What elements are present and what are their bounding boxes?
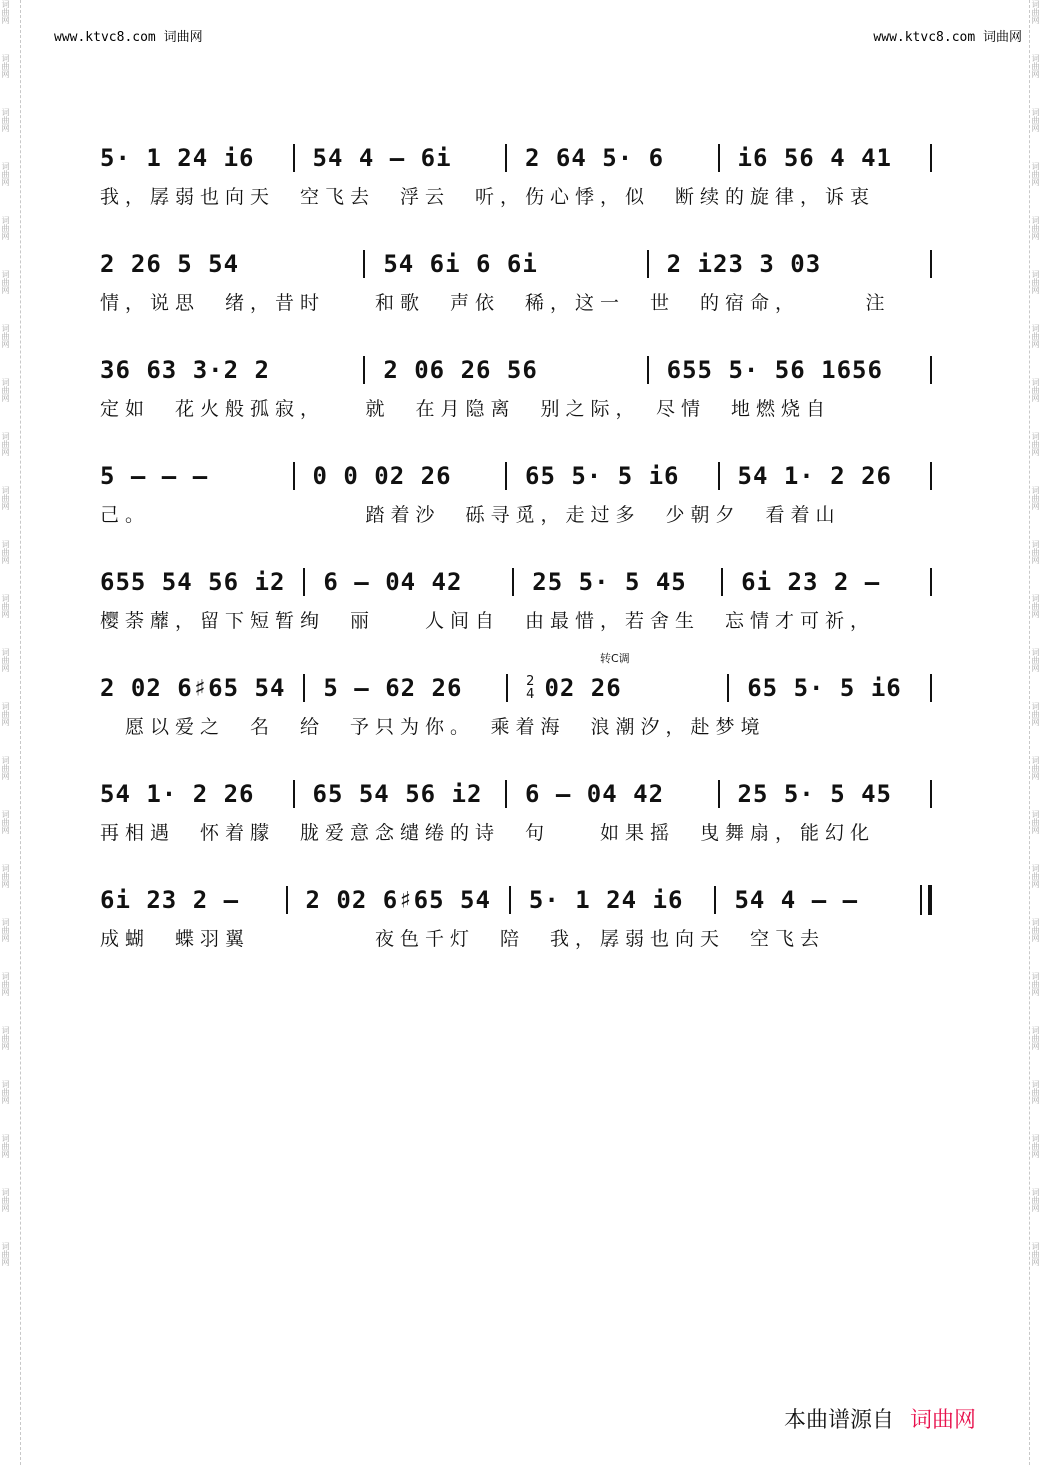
lyrics-row: 成蝴 蝶羽翼 夜色千灯 陪 我，孱弱也向天 空飞去: [100, 928, 826, 950]
margin-watermark-text: 词曲网: [1031, 216, 1040, 240]
margin-watermark-text: 词曲网: [1031, 756, 1040, 780]
notes-row: [100, 138, 950, 178]
measure: 0 0 02 26: [312, 462, 452, 490]
measure: 5· 1 24 i6: [100, 144, 255, 172]
lyrics-row: 我，孱弱也向天 空飞去 浮云 听，伤心悸，似 断续的旋律，诉衷: [100, 186, 876, 208]
margin-watermark-text: 词曲网: [1, 162, 10, 186]
margin-watermark-text: 词曲网: [1, 324, 10, 348]
measure: 5 – – –: [100, 462, 209, 490]
measure: 54 1· 2 26: [737, 462, 892, 490]
barline: [303, 674, 305, 702]
score-line: [100, 764, 950, 870]
score-line: [100, 870, 950, 976]
barline: [930, 356, 932, 384]
margin-watermark-text: 词曲网: [1031, 918, 1040, 942]
score-line: [100, 128, 950, 234]
margin-watermark-text: 词曲网: [1, 0, 10, 24]
key-change-label: 转C调: [600, 652, 630, 665]
margin-watermark-text: 词曲网: [1031, 0, 1040, 24]
margin-watermark-text: 词曲网: [1, 864, 10, 888]
lyrics-row: 己。 踏着沙 砾寻觅，走过多 少朝夕 看着山: [100, 504, 841, 526]
barline: [505, 462, 507, 490]
music-score: [100, 128, 950, 976]
barline: [930, 462, 932, 490]
measure: 65 5· 5 i6: [525, 462, 680, 490]
barline: [930, 568, 932, 596]
measure: 36 63 3·2 2: [100, 356, 270, 384]
final-barline: [920, 885, 932, 915]
notes-row: [100, 668, 950, 708]
margin-watermark-text: 词曲网: [1, 972, 10, 996]
measure: 6i 23 2 –: [100, 886, 240, 914]
barline: [363, 250, 365, 278]
measure: 6 – 04 42: [525, 780, 665, 808]
measure: 2 02 6♯65 54: [305, 886, 491, 914]
barline: [721, 568, 723, 596]
margin-watermark-text: 词曲网: [1, 378, 10, 402]
measure: 6i 23 2 –: [741, 568, 881, 596]
measure: 6 – 04 42: [323, 568, 463, 596]
score-line: [100, 446, 950, 552]
barline: [506, 674, 508, 702]
margin-watermark-text: 词曲网: [1, 1242, 10, 1266]
margin-watermark-text: 词曲网: [1, 270, 10, 294]
margin-watermark-text: 词曲网: [1, 540, 10, 564]
source-label: 本曲谱源自: [784, 1408, 895, 1433]
footer-brand-link[interactable]: 词曲网: [910, 1408, 977, 1433]
measure: 54 4 – 6i: [312, 144, 452, 172]
measure: 2 i23 3 03: [666, 250, 822, 278]
barline: [647, 250, 649, 278]
margin-watermark-text: 词曲网: [1, 810, 10, 834]
measure: 25 5· 5 45: [737, 780, 892, 808]
barline: [930, 674, 932, 702]
notes-row: [100, 880, 950, 920]
margin-watermark-text: 词曲网: [1, 1134, 10, 1158]
margin-watermark-text: 词曲网: [1, 648, 10, 672]
margin-watermark-text: 词曲网: [1031, 270, 1040, 294]
barline: [930, 144, 932, 172]
margin-watermark-text: 词曲网: [1, 756, 10, 780]
margin-watermark-text: 词曲网: [1031, 1242, 1040, 1266]
margin-watermark-text: 词曲网: [1031, 54, 1040, 78]
margin-watermark-text: 词曲网: [1031, 108, 1040, 132]
barline: [714, 886, 716, 914]
barline: [293, 462, 295, 490]
barline: [930, 780, 932, 808]
measure: 54 4 – –: [734, 886, 859, 914]
margin-watermark-text: 词曲网: [1, 918, 10, 942]
margin-watermark-text: 词曲网: [1, 54, 10, 78]
margin-watermark-text: 词曲网: [1031, 702, 1040, 726]
lyrics-row: 再相遇 怀着朦 胧爱意念缱绻的诗 句 如果摇 曳舞扇，能幻化: [100, 822, 876, 844]
margin-watermark-text: 词曲网: [1, 1026, 10, 1050]
barline: [303, 568, 305, 596]
margin-watermark-text: 词曲网: [1031, 1080, 1040, 1104]
margin-watermark-text: 词曲网: [1031, 378, 1040, 402]
margin-watermark-text: 词曲网: [1031, 486, 1040, 510]
margin-watermark-text: 词曲网: [1031, 1026, 1040, 1050]
barline: [505, 780, 507, 808]
notes-row: [100, 244, 950, 284]
time-signature-top: 2: [526, 674, 535, 689]
score-line: [100, 652, 950, 764]
measure: 25 5· 5 45: [532, 568, 687, 596]
measure: 54 1· 2 26: [100, 780, 255, 808]
measure: 2 02 6♯65 54: [100, 674, 286, 702]
measure: 655 54 56 i2: [100, 568, 286, 596]
score-line: [100, 340, 950, 446]
margin-watermark-text: 词曲网: [1031, 1188, 1040, 1212]
margin-watermark-text: 词曲网: [1, 594, 10, 618]
margin-watermark-text: 词曲网: [1, 216, 10, 240]
margin-watermark-text: 词曲网: [1, 1188, 10, 1212]
left-margin-watermark: [0, 0, 21, 1465]
measure: 2 64 5· 6: [525, 144, 665, 172]
barline: [647, 356, 649, 384]
barline: [512, 568, 514, 596]
site-url-right[interactable]: www.ktvc8.com 词曲网: [873, 30, 1022, 45]
margin-watermark-text: 词曲网: [1, 486, 10, 510]
notes-row: [100, 350, 950, 390]
lyrics-row: 樱荼蘼，留下短暂绚 丽 人间自 由最惜，若舍生 忘情才可祈，: [100, 610, 876, 632]
right-margin-watermark: [1029, 0, 1050, 1465]
margin-watermark-text: 词曲网: [1031, 162, 1040, 186]
margin-watermark-text: 词曲网: [1, 1080, 10, 1104]
measure: 5· 1 24 i6: [528, 886, 684, 914]
score-line: [100, 552, 950, 658]
measure: 65 54 56 i2: [312, 780, 483, 808]
notes-row: [100, 456, 950, 496]
measure: 655 5· 56 1656: [666, 356, 883, 384]
barline: [509, 886, 511, 914]
site-url-left[interactable]: www.ktvc8.com 词曲网: [54, 30, 203, 45]
time-signature: [526, 675, 534, 701]
margin-watermark-text: 词曲网: [1, 432, 10, 456]
barline: [930, 250, 932, 278]
measure: 02 26: [544, 674, 622, 702]
source-footer: [784, 1403, 976, 1434]
margin-watermark-text: 词曲网: [1031, 648, 1040, 672]
lyrics-row: 愿以爱之 名 给 予只为你。 乘着海 浪潮汐，赴梦境: [100, 716, 766, 738]
lyrics-row: 情，说思 绪，昔时 和歌 声依 稀，这一 世 的宿命， 注: [100, 292, 891, 314]
margin-watermark-text: 词曲网: [1031, 1134, 1040, 1158]
notes-row: [100, 562, 950, 602]
measure: 5 – 62 26: [323, 674, 463, 702]
barline: [718, 462, 720, 490]
margin-watermark-text: 词曲网: [1031, 432, 1040, 456]
notes-row: [100, 774, 950, 814]
score-line: [100, 234, 950, 340]
margin-watermark-text: 词曲网: [1031, 540, 1040, 564]
lyrics-row: 定如 花火般孤寂， 就 在月隐离 别之际， 尽情 地燃烧自: [100, 398, 832, 420]
margin-watermark-text: 词曲网: [1031, 972, 1040, 996]
barline: [293, 780, 295, 808]
margin-watermark-text: 词曲网: [1031, 864, 1040, 888]
measure: 2 06 26 56: [383, 356, 538, 384]
measure: 54 6i 6 6i: [383, 250, 538, 278]
barline: [727, 674, 729, 702]
time-signature-bottom: 4: [526, 687, 535, 702]
margin-watermark-text: 词曲网: [1031, 594, 1040, 618]
barline: [718, 144, 720, 172]
barline: [505, 144, 507, 172]
barline: [363, 356, 365, 384]
measure: i6 56 4 41: [737, 144, 892, 172]
measure: 65 5· 5 i6: [747, 674, 902, 702]
measure: 2 26 5 54: [100, 250, 240, 278]
margin-watermark-text: 词曲网: [1031, 324, 1040, 348]
margin-watermark-text: 词曲网: [1031, 810, 1040, 834]
barline: [293, 144, 295, 172]
margin-watermark-text: 词曲网: [1, 108, 10, 132]
barline: [718, 780, 720, 808]
margin-watermark-text: 词曲网: [1, 702, 10, 726]
barline: [286, 886, 288, 914]
